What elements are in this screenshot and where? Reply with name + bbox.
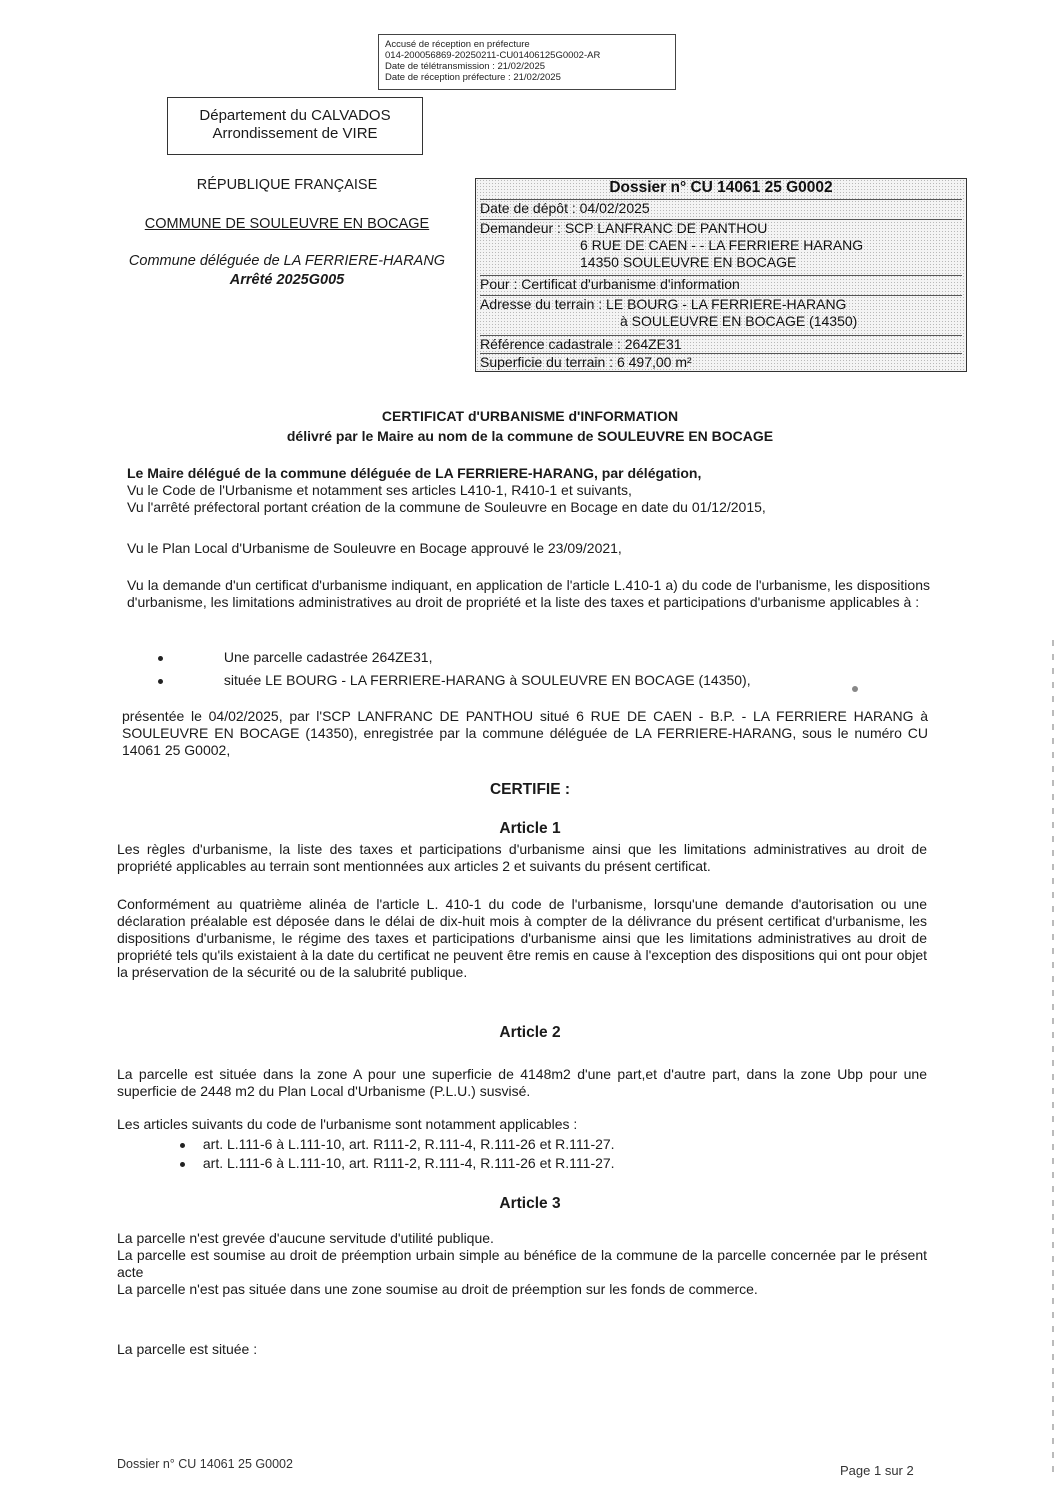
footer-dossier-number: Dossier n° CU 14061 25 G0002 (117, 1457, 293, 1471)
republique-heading: RÉPUBLIQUE FRANÇAISE (196, 177, 378, 193)
commune-heading: COMMUNE DE SOULEUVRE EN BOCAGE (144, 216, 430, 232)
adresse-row (480, 296, 962, 336)
dossier-title: Dossier n° CU 14061 25 G0002 (609, 179, 833, 196)
maire-delegue: Le Maire délégué de la commune déléguée de LA FERRIERE-HARANG, par délégation, (127, 465, 702, 481)
reception-stamp (378, 34, 676, 90)
demandeur-row (480, 220, 962, 276)
article-3-line-1: La parcelle n'est grevée d'aucune servitude d'utilité publique. (117, 1230, 494, 1246)
bullet-icon (180, 1162, 185, 1167)
article-2-paragraph-2: Les articles suivants du code de l'urbanisme sont notamment applicables : (117, 1116, 578, 1132)
dossier-box (475, 178, 967, 372)
article-3-line-2: La parcelle est soumise au droit de préemption urbain simple au bénéfice de la commune de la parcelle concernée par le présent acte (117, 1247, 927, 1280)
superficie-terrain: Superficie du terrain : 6 497,00 m² (480, 354, 692, 370)
presentee-paragraph: présentée le 04/02/2025, par l'SCP LANFRANC DE PANTHOU situé 6 RUE DE CAEN - B.P. - LA FERRIERE HARANG à SOULEUVRE EN BOCAGE (14350), enregistrée par la commune déléguée de LA FERRIERE-HARANG, sous le numéro CU 14061 25 G0002, (122, 708, 928, 758)
certifie-heading: CERTIFIE : (489, 781, 571, 798)
parcel-situee: située LE BOURG - LA FERRIERE-HARANG à SOULEUVRE EN BOCAGE (14350), (223, 672, 751, 688)
bullet-icon (158, 679, 163, 684)
stamp-line: Accusé de réception en préfecture (385, 39, 530, 50)
department-box (167, 97, 423, 155)
article-list-item: art. L.111-6 à L.111-10, art. R111-2, R.111-4, R.111-26 et R.111-27. (202, 1136, 615, 1152)
adresse-commune: à SOULEUVRE EN BOCAGE (14350) (620, 313, 858, 329)
article-1-paragraph-2: Conformément au quatrième alinéa de l'article L. 410-1 du code de l'urbanisme, lorsqu'une demande d'autorisation ou une déclaration préalable est déposée dans le délai de dix-huit mois à compter de la délivrance du présent certificat d'urbanisme, les dispositions d'urbanisme, le régime des taxes et participations d'urbanisme ainsi que les limitations administratives au droit de propriété tels qu'ils existaient à la date du certificat ne peuvent être remis en cause à l'exception des dispositions qui ont pour objet la préservation de la sécurité ou de la salubrité publique. (117, 896, 927, 980)
stamp-line: Date de télétransmission : 21/02/2025 (385, 61, 546, 72)
article-1-heading: Article 1 (499, 820, 561, 837)
article-bullet (180, 1136, 615, 1152)
reference-row (480, 336, 962, 354)
scan-speck (852, 686, 858, 692)
superficie-row (480, 354, 962, 371)
demandeur-name: Demandeur : SCP LANFRANC DE PANTHOU (480, 220, 768, 236)
article-bullet (180, 1155, 615, 1171)
parcelle-situee: La parcelle est située : (117, 1341, 258, 1357)
pour: Pour : Certificat d'urbanisme d'information (480, 276, 740, 292)
vu-code: Vu le Code de l'Urbanisme et notamment ses articles L410-1, R410-1 et suivants, (127, 482, 632, 498)
stamp-line: Date de réception préfecture : 21/02/2025 (385, 72, 561, 83)
location-bullet (158, 672, 751, 688)
reference-cadastrale: Référence cadastrale : 264ZE31 (480, 336, 682, 352)
department-name: Département du CALVADOS (199, 107, 391, 124)
certificate-subtitle: délivré par le Maire au nom de la commune de SOULEUVRE EN BOCAGE (286, 428, 774, 444)
parcel-bullet (158, 649, 432, 665)
article-list-item: art. L.111-6 à L.111-10, art. R111-2, R.111-4, R.111-26 et R.111-27. (202, 1155, 615, 1171)
demandeur-city: 14350 SOULEUVRE EN BOCAGE (580, 254, 797, 270)
stamp-line: 014-200056869-20250211-CU01406125G0002-AR (385, 50, 601, 61)
article-2-heading: Article 2 (499, 1024, 561, 1041)
vu-demande: Vu la demande d'un certificat d'urbanisme indiquant, en application de l'article L.410-1 a) du code de l'urbanisme, les dispositions d'urbanisme, les limitations administratives au droit de propriété et la liste des taxes et participations d'urbanisme applicables à : (127, 577, 930, 610)
preamble-block (127, 465, 927, 516)
article-1-paragraph-1: Les règles d'urbanisme, la liste des taxes et participations d'urbanisme ainsi que les limitations administratives au droit de propriété applicables au terrain sont mentionnées aux articles 2 et suivants du présent certificat. (117, 841, 927, 874)
page-number: Page 1 sur 2 (840, 1463, 914, 1478)
pour-row (480, 276, 962, 296)
parcel-cadastree: Une parcelle cadastrée 264ZE31, (223, 649, 433, 665)
vu-arrete: Vu l'arrêté préfectoral portant création de la commune de Souleuvre en Bocage en date du 01/12/2015, (127, 499, 766, 515)
bullet-icon (158, 656, 163, 661)
scan-edge-artifact (1052, 640, 1054, 1480)
date-depot-row (480, 200, 962, 220)
demandeur-address: 6 RUE DE CAEN - - LA FERRIERE HARANG (580, 237, 864, 253)
article-3-line-3: La parcelle n'est pas située dans une zone soumise au droit de préemption sur les fonds de commerce. (117, 1281, 758, 1297)
certificate-title: CERTIFICAT d'URBANISME d'INFORMATION (381, 408, 679, 424)
arrondissement-name: Arrondissement de VIRE (212, 125, 378, 142)
dossier-title-row (480, 179, 962, 200)
article-2-paragraph-1: La parcelle est située dans la zone A pour une superficie de 4148m2 d'une part,et d'autre part, dans la zone Ubp pour une superficie de 2448 m2 du Plan Local d'Urbanisme (P.L.U.) susvisé. (117, 1066, 927, 1099)
vu-plu: Vu le Plan Local d'Urbanisme de Souleuvre en Bocage approuvé le 23/09/2021, (127, 540, 622, 556)
bullet-icon (180, 1143, 185, 1148)
article-3-heading: Article 3 (499, 1195, 561, 1212)
commune-deleguee: Commune déléguée de LA FERRIERE-HARANG (128, 253, 446, 269)
arrete-number: Arrêté 2025G005 (229, 272, 345, 288)
adresse-terrain: Adresse du terrain : LE BOURG - LA FERRIERE-HARANG (480, 296, 847, 312)
date-depot: Date de dépôt : 04/02/2025 (480, 200, 650, 216)
